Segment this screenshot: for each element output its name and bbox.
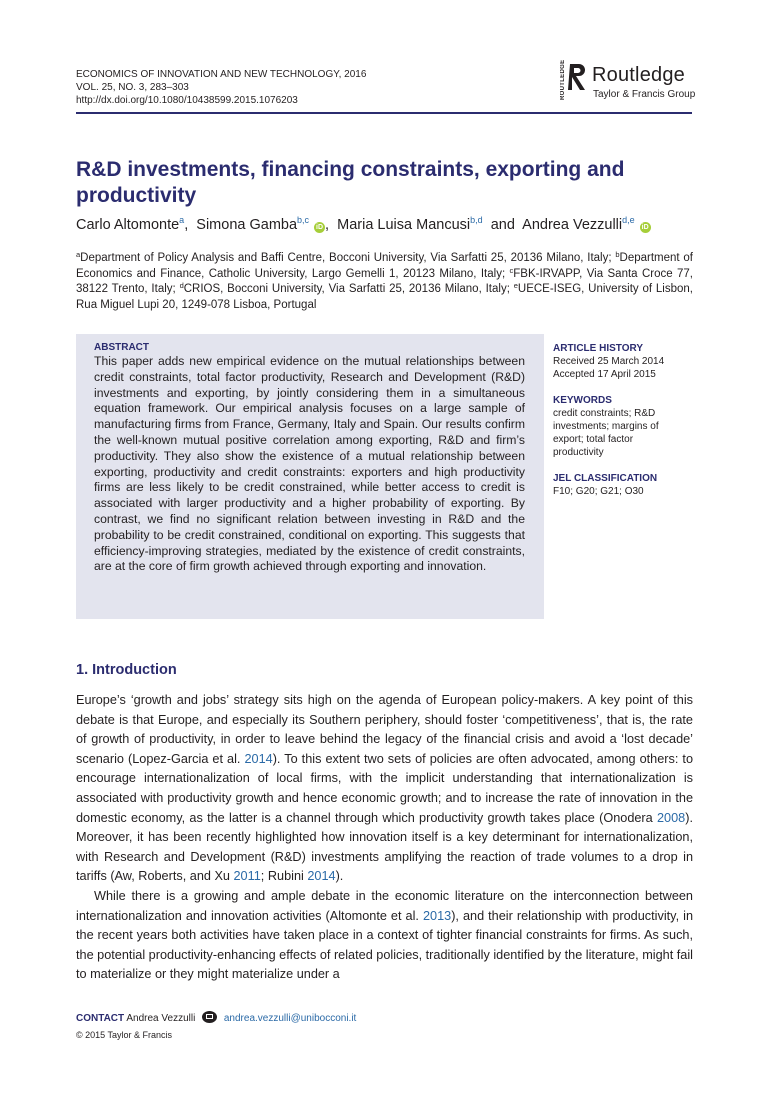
article-title: R&D investments, financing constraints, exporting and productivity [76,158,625,207]
affiliation-text: CRIOS, Bocconi University, Via Sarfatti 25, 20136 Milano, Italy; [183,283,514,295]
body-paragraph [76,691,693,887]
affiliation-marker: e [513,281,518,290]
abstract-box [76,334,544,619]
citation-link[interactable]: 2013 [422,908,452,923]
keywords-list: credit constraints; R&D investments; margins of export; total factor productivity [553,408,659,458]
affiliation-text: Department of Policy Analysis and Baffi Centre, Bocconi University, Via Sarfatti 25, 20136 Milano, Italy; [80,252,616,264]
body-text: ), and their relationship with productivity, in the recent years both activities have taken place in a context of tighter financial constraints for firms. As such, the potential productivity-enhancing effects of related policies, traditionally identified by the literature, might fail to materialize or they might materialize under a [76,908,693,982]
received-date: Received 25 March 2014 [553,356,665,367]
abstract-heading: ABSTRACT [94,342,149,353]
body-text: ). Moreover, it has been recently highlighted how innovation itself is a key determinant for internationalization, with Research and Development (R&D) investments amplifying the reaction of trade volumes to a drop in tariffs (Aw, Roberts, and Xu [76,810,693,884]
contact-email-link[interactable]: andrea.vezzulli@unibocconi.it [223,1013,357,1024]
header-divider [76,112,692,114]
body-text: While there is a growing and ample debate in the economic literature on the interconnection between internationalization and innovation activities (Altomonte et al. [76,888,693,923]
citation-link[interactable]: 2008 [657,810,686,825]
author-name: Carlo Altomonte [76,217,180,233]
author-affiliation-marker[interactable]: a [179,215,185,225]
accepted-date: Accepted 17 April 2015 [553,369,656,380]
article-history-heading: ARTICLE HISTORY [553,343,644,354]
affiliation-text: UECE-ISEG, University of Lisbon, Rua Miguel Lupi 20, 1249-078 Lisboa, Portugal [76,283,693,311]
publisher-subtitle: Taylor & Francis Group [593,89,696,100]
affiliation-marker: a [76,250,81,259]
email-icon [202,1011,217,1023]
contact-name: Andrea Vezzulli [126,1013,196,1024]
contact-label: CONTACT [76,1013,125,1024]
orcid-icon[interactable]: iD [316,224,324,231]
routledge-logo-icon [568,62,590,100]
contact-line [76,1011,356,1025]
body-text: ). To this extent two sets of policies are often advocated, among others: to encourage internationalization of local firms, with the implicit understanding that internationalization is associated with productivity growth and hence economic growth; and to increase the rate of innovation in the domestic economy, as the latter is a channel through which productivity growth takes place (Onodera [76,751,693,825]
orcid-icon[interactable]: iD [641,224,649,231]
author-list [76,215,651,235]
affiliations [76,251,693,313]
journal-volume: VOL. 25, NO. 3, 283–303 [76,82,189,93]
citation-link[interactable]: 2011 [233,869,261,884]
abstract-text: This paper adds new empirical evidence on the mutual relationships between credit constraints, total factor productivity, Research and Development (R&D) investments and exporting, by jointly considering them in a simultaneous equation framework. Our empirical analysis focuses on a large sample of manufacturing firms from France, Germany, Italy and Spain. Our results confirm the well-known mutual positive correlation among exporting, R&D and firm’s productivity. They also show the existence of a mutual relationship between exporting, productivity and credit constraints: exporters and high productivity firms are less likely to be credit constrained, while better access to credit is associated with larger productivity and a higher probability of exporting. By contrast, we find no significant relation between investing in R&D and the probability to be credit constrained, conditional on exporting. This suggests that efficiency-improving strategies, mediated by the existence of credit constraints, are at the core of firm growth achieved through exporting and innovation. [94,354,525,574]
citation-link[interactable]: 2014 [307,869,336,884]
author-separator: , [184,217,197,233]
section-body [76,691,693,985]
author-name: Maria Luisa Mancusi [337,217,471,233]
author-affiliation-marker[interactable]: d,e [622,215,635,225]
author-separator: , [325,217,338,233]
journal-name: ECONOMICS OF INNOVATION AND NEW TECHNOLOGY, 2016 [76,69,367,80]
body-text: Europe’s ‘growth and jobs’ strategy sits high on the agenda of European policy-makers. A key point of this debate is that Europe, and especially its Southern periphery, should foster ‘competitiveness’, that is, the rate of growth of productivity, in order to leave behind the legacy of the financial crisis and avoid a ‘lost decade’ scenario (Lopez-Garcia et al. [76,693,693,766]
author-name: Andrea Vezzulli [522,217,623,233]
affiliation-text: FBK-IRVAPP, Via Santa Croce 77, 38122 Trento, Italy; [76,267,694,295]
journal-header [76,68,366,107]
publisher-vertical-text: ROUTLEDGE [560,59,566,100]
body-text: ). [335,869,344,884]
article-sidebar [553,342,703,511]
section-heading: 1. Introduction [76,662,177,678]
affiliation-marker: d [179,281,184,290]
doi-link[interactable]: http://dx.doi.org/10.1080/10438599.2015.1076203 [76,95,298,106]
author-separator: and [482,217,523,233]
author-affiliation-marker[interactable]: b,d [470,215,483,225]
copyright: © 2015 Taylor & Francis [76,1030,173,1040]
citation-link[interactable]: 2014 [244,751,273,766]
affiliation-marker: b [615,250,620,259]
author-name: Simona Gamba [196,217,298,233]
jel-heading: JEL CLASSIFICATION [553,473,658,484]
publisher-logo [560,59,700,104]
jel-codes: F10; G20; G21; O30 [553,486,644,497]
author-affiliation-marker[interactable]: b,c [297,215,310,225]
keywords-heading: KEYWORDS [553,395,612,406]
publisher-name: Routledge [592,64,685,86]
body-text: ; Rubini [260,869,308,884]
affiliation-text: Department of Economics and Finance, Catholic University, Largo Gemelli 1, 20123 Milano, Italy; [76,252,693,280]
affiliation-marker: c [509,265,514,275]
body-paragraph [76,887,693,985]
